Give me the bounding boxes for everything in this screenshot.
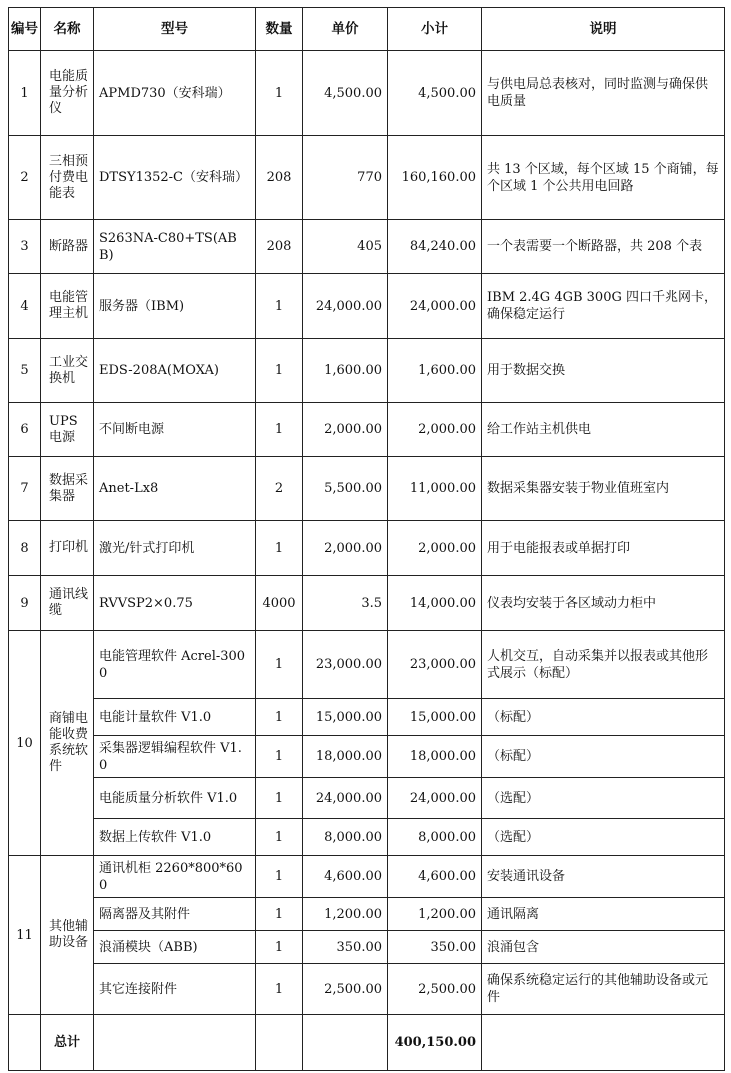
row-name: 数据采集器 (41, 457, 94, 521)
table-row (9, 339, 725, 403)
row-subtotal: 4,600.00 (388, 856, 482, 898)
row-name: 打印机 (41, 521, 94, 576)
row-subtotal: 84,240.00 (388, 220, 482, 274)
row-no: 1 (9, 51, 41, 136)
row-subtotal: 24,000.00 (388, 778, 482, 819)
header-row (9, 8, 725, 51)
row-description: 用于数据交换 (482, 339, 725, 403)
row-description: IBM 2.4G 4GB 300G 四口千兆网卡，确保稳定运行 (482, 274, 725, 339)
row-model: RVVSP2×0.75 (94, 576, 256, 631)
total-row (9, 1015, 725, 1071)
header-model: 型号 (94, 8, 256, 51)
row-qty: 1 (256, 51, 303, 136)
row-no: 4 (9, 274, 41, 339)
row-model: 其它连接附件 (94, 964, 256, 1015)
row-subtotal: 2,000.00 (388, 521, 482, 576)
header-description: 说明 (482, 8, 725, 51)
table-row (9, 457, 725, 521)
total-empty-cell (9, 1015, 41, 1071)
row-qty: 1 (256, 699, 303, 736)
table-row (9, 521, 725, 576)
row-description: 与供电局总表核对，同时监测与确保供电质量 (482, 51, 725, 136)
row-qty: 1 (256, 898, 303, 931)
row-unit-price: 8,000.00 (303, 819, 388, 856)
row-unit-price: 770 (303, 136, 388, 220)
row-description: 确保系统稳定运行的其他辅助设备或元件 (482, 964, 725, 1015)
row-description: 通讯隔离 (482, 898, 725, 931)
row-no: 3 (9, 220, 41, 274)
row-no: 6 (9, 403, 41, 457)
header-subtotal: 小计 (388, 8, 482, 51)
row-qty: 208 (256, 220, 303, 274)
table-row (9, 856, 725, 898)
row-qty: 1 (256, 819, 303, 856)
row-subtotal: 23,000.00 (388, 631, 482, 699)
row-description: （选配） (482, 778, 725, 819)
row-subtotal: 14,000.00 (388, 576, 482, 631)
row-subtotal: 4,500.00 (388, 51, 482, 136)
table-row (9, 576, 725, 631)
row-unit-price: 2,000.00 (303, 521, 388, 576)
row-qty: 1 (256, 403, 303, 457)
row-model: 电能质量分析软件 V1.0 (94, 778, 256, 819)
row-description: 人机交互，自动采集并以报表或其他形式展示（标配） (482, 631, 725, 699)
table-row (9, 964, 725, 1015)
row-qty: 208 (256, 136, 303, 220)
row-subtotal: 11,000.00 (388, 457, 482, 521)
table-row (9, 736, 725, 778)
row-unit-price: 3.5 (303, 576, 388, 631)
row-name: 电能管理主机 (41, 274, 94, 339)
group-name: 其他辅助设备 (41, 856, 94, 1015)
row-unit-price: 1,200.00 (303, 898, 388, 931)
row-subtotal: 15,000.00 (388, 699, 482, 736)
row-unit-price: 5,500.00 (303, 457, 388, 521)
row-description: 给工作站主机供电 (482, 403, 725, 457)
row-model: 浪涌模块（ABB) (94, 931, 256, 964)
row-description: 安装通讯设备 (482, 856, 725, 898)
row-model: 电能计量软件 V1.0 (94, 699, 256, 736)
row-unit-price: 2,500.00 (303, 964, 388, 1015)
row-unit-price: 350.00 (303, 931, 388, 964)
row-model: 激光/针式打印机 (94, 521, 256, 576)
header-name: 名称 (41, 8, 94, 51)
row-description: （选配） (482, 819, 725, 856)
table-row (9, 403, 725, 457)
row-qty: 1 (256, 631, 303, 699)
row-unit-price: 4,500.00 (303, 51, 388, 136)
row-name: 工业交换机 (41, 339, 94, 403)
table-row (9, 220, 725, 274)
row-subtotal: 1,200.00 (388, 898, 482, 931)
row-model: 隔离器及其附件 (94, 898, 256, 931)
row-model: Anet-Lx8 (94, 457, 256, 521)
row-unit-price: 24,000.00 (303, 778, 388, 819)
row-unit-price: 4,600.00 (303, 856, 388, 898)
row-qty: 2 (256, 457, 303, 521)
row-description: （标配） (482, 736, 725, 778)
row-unit-price: 18,000.00 (303, 736, 388, 778)
header-unit-price: 单价 (303, 8, 388, 51)
row-model: 不间断电源 (94, 403, 256, 457)
row-unit-price: 405 (303, 220, 388, 274)
row-unit-price: 1,600.00 (303, 339, 388, 403)
row-no: 8 (9, 521, 41, 576)
row-no: 5 (9, 339, 41, 403)
row-qty: 1 (256, 931, 303, 964)
row-subtotal: 160,160.00 (388, 136, 482, 220)
row-model: S263NA-C80+TS(ABB) (94, 220, 256, 274)
row-unit-price: 15,000.00 (303, 699, 388, 736)
quotation-table (8, 7, 725, 1071)
row-model: 数据上传软件 V1.0 (94, 819, 256, 856)
row-qty: 1 (256, 274, 303, 339)
table-row (9, 699, 725, 736)
row-model: 电能管理软件 Acrel-3000 (94, 631, 256, 699)
total-value: 400,150.00 (388, 1015, 482, 1071)
row-model: 服务器（IBM) (94, 274, 256, 339)
row-unit-price: 2,000.00 (303, 403, 388, 457)
row-qty: 4000 (256, 576, 303, 631)
group-name: 商铺电能收费系统软件 (41, 631, 94, 856)
row-model: DTSY1352-C（安科瑞） (94, 136, 256, 220)
row-subtotal: 24,000.00 (388, 274, 482, 339)
row-no: 9 (9, 576, 41, 631)
row-qty: 1 (256, 339, 303, 403)
row-unit-price: 23,000.00 (303, 631, 388, 699)
row-model: EDS-208A(MOXA) (94, 339, 256, 403)
row-qty: 1 (256, 856, 303, 898)
row-qty: 1 (256, 521, 303, 576)
row-description: 用于电能报表或单据打印 (482, 521, 725, 576)
table-row (9, 778, 725, 819)
header-qty: 数量 (256, 8, 303, 51)
table-row (9, 51, 725, 136)
table-row (9, 274, 725, 339)
row-name: 电能质量分析仪 (41, 51, 94, 136)
row-name: 三相预付费电能表 (41, 136, 94, 220)
row-description: 浪涌包含 (482, 931, 725, 964)
row-name: 断路器 (41, 220, 94, 274)
group-no: 10 (9, 631, 41, 856)
row-unit-price: 24,000.00 (303, 274, 388, 339)
total-empty-cell (94, 1015, 256, 1071)
row-qty: 1 (256, 736, 303, 778)
row-subtotal: 2,500.00 (388, 964, 482, 1015)
total-empty-cell (303, 1015, 388, 1071)
total-label: 总计 (41, 1015, 94, 1071)
row-name: UPS电源 (41, 403, 94, 457)
row-subtotal: 18,000.00 (388, 736, 482, 778)
row-description: 共 13 个区域，每个区域 15 个商铺，每个区域 1 个公共用电回路 (482, 136, 725, 220)
row-subtotal: 2,000.00 (388, 403, 482, 457)
row-model: 采集器逻辑编程软件 V1.0 (94, 736, 256, 778)
row-description: （标配） (482, 699, 725, 736)
table-row (9, 819, 725, 856)
table-row (9, 898, 725, 931)
row-subtotal: 8,000.00 (388, 819, 482, 856)
row-model: APMD730（安科瑞） (94, 51, 256, 136)
row-qty: 1 (256, 964, 303, 1015)
row-model: 通讯机柜 2260*800*600 (94, 856, 256, 898)
row-subtotal: 1,600.00 (388, 339, 482, 403)
total-empty-cell (256, 1015, 303, 1071)
row-no: 2 (9, 136, 41, 220)
group-no: 11 (9, 856, 41, 1015)
total-empty-cell (482, 1015, 725, 1071)
row-qty: 1 (256, 778, 303, 819)
table-row (9, 136, 725, 220)
table-row (9, 631, 725, 699)
table-row (9, 931, 725, 964)
row-name: 通讯线缆 (41, 576, 94, 631)
row-no: 7 (9, 457, 41, 521)
row-description: 仪表均安装于各区域动力柜中 (482, 576, 725, 631)
row-description: 数据采集器安装于物业值班室内 (482, 457, 725, 521)
row-subtotal: 350.00 (388, 931, 482, 964)
row-description: 一个表需要一个断路器，共 208 个表 (482, 220, 725, 274)
header-no: 编号 (9, 8, 41, 51)
